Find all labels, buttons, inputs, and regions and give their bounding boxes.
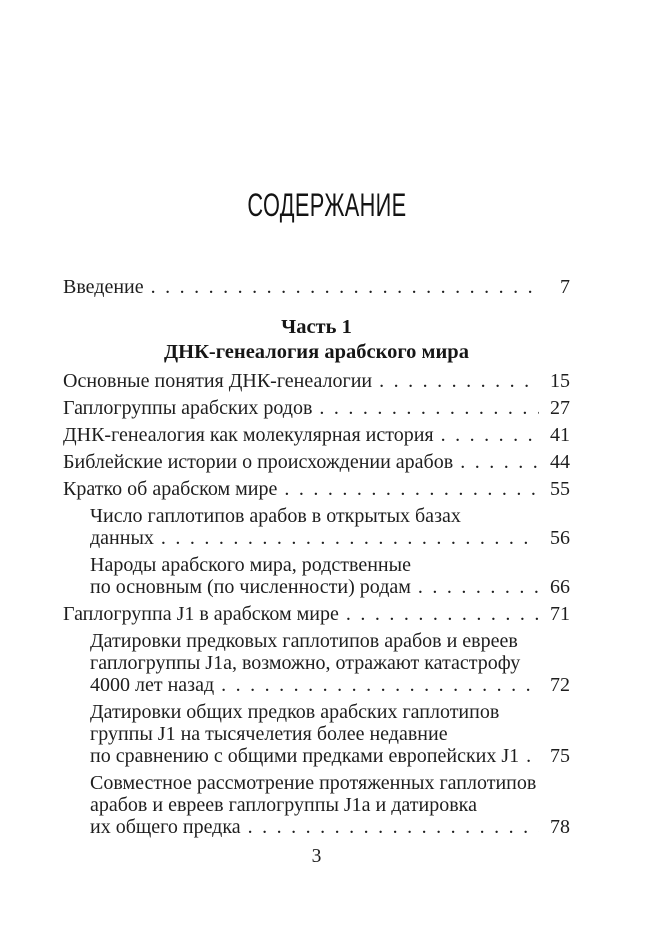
entry-text-line: группы J1 на тысячелетия более недавние: [90, 723, 448, 745]
entry-text-line: гаплогруппы J1a, возможно, отражают катастрофу: [90, 652, 521, 674]
toc-entry: [63, 478, 570, 500]
dot-leader: [284, 478, 539, 500]
entry-page-number: 55: [550, 478, 570, 500]
toc-entry: [63, 603, 570, 625]
entry-label: Библейские истории о происхождении арабов: [63, 451, 454, 473]
dot-leader: [460, 451, 539, 473]
entry-page-number: 7: [560, 276, 570, 298]
page-number: 3: [311, 846, 322, 867]
part-subheading: ДНК-генеалогия арабского мира: [164, 341, 469, 363]
toc-entry: [63, 451, 570, 473]
entry-last-line: [63, 370, 570, 392]
dot-leader: [319, 397, 539, 419]
toc-entries: [63, 370, 570, 838]
entry-last-line: [63, 478, 570, 500]
entry-page-number: 75: [550, 745, 570, 767]
entry-label: по сравнению с общими предками европейских J1: [90, 745, 520, 767]
entry-page-number: 71: [550, 603, 570, 625]
dot-leader: [418, 576, 539, 598]
entry-last-line: [63, 451, 570, 473]
entry-last-line: [90, 527, 570, 549]
entry-label: Введение: [63, 276, 144, 298]
dot-leader: [151, 276, 539, 298]
dot-leader: [248, 816, 539, 838]
entry-text-line: арабов и евреев гаплогруппы J1a и датировка: [90, 794, 477, 816]
toc-entry: [63, 505, 570, 549]
entry-page-number: 78: [550, 816, 570, 838]
dot-leader: [161, 527, 539, 549]
entry-label: ДНК-генеалогия как молекулярная история: [63, 424, 434, 446]
toc-entry: [63, 701, 570, 767]
entry-page-number: 72: [550, 674, 570, 696]
entry-label: Основные понятия ДНК-генеалогии: [63, 370, 373, 392]
entry-text-line: Число гаплотипов арабов в открытых базах: [90, 505, 461, 527]
entry-last-line: [90, 576, 570, 598]
toc-entry: [63, 630, 570, 696]
entry-label: Кратко об арабском мире: [63, 478, 278, 500]
table-of-contents: [63, 276, 570, 838]
entry-label: их общего предка: [90, 816, 241, 838]
entry-last-line: [90, 745, 570, 767]
dot-leader: [221, 674, 539, 696]
entry-last-line: [63, 603, 570, 625]
entry-text-line: Датировки общих предков арабских гаплотипов: [90, 701, 500, 723]
entry-last-line: [63, 397, 570, 419]
toc-entry: [63, 397, 570, 419]
toc-entry: [63, 370, 570, 392]
entry-page-number: 41: [550, 424, 570, 446]
toc-entry: [63, 554, 570, 598]
entry-label: Гаплогруппы арабских родов: [63, 397, 313, 419]
part-heading: Часть 1: [281, 316, 352, 338]
dot-leader: [346, 603, 539, 625]
entry-last-line: [90, 816, 570, 838]
entry-page-number: 44: [550, 451, 570, 473]
entry-label: 4000 лет назад: [90, 674, 215, 696]
entry-page-number: 66: [550, 576, 570, 598]
dot-leader: [526, 745, 539, 767]
toc-entry-introduction: [63, 276, 570, 298]
dot-leader: [441, 424, 539, 446]
page-title: СОДЕРЖАНИЕ: [246, 187, 407, 223]
entry-text-line: Совместное рассмотрение протяженных гаплотипов: [90, 772, 537, 794]
entry-last-line: [90, 674, 570, 696]
entry-page-number: 27: [550, 397, 570, 419]
entry-page-number: 56: [550, 527, 570, 549]
toc-entry: [63, 772, 570, 838]
entry-text-line: Народы арабского мира, родственные: [90, 554, 411, 576]
entry-label: по основным (по численности) родам: [90, 576, 411, 598]
entry-text-line: Датировки предковых гаплотипов арабов и евреев: [90, 630, 518, 652]
entry-label: Гаплогруппа J1 в арабском мире: [63, 603, 339, 625]
entry-label: данных: [90, 527, 154, 549]
toc-entry: [63, 424, 570, 446]
entry-page-number: 15: [550, 370, 570, 392]
entry-last-line: [63, 424, 570, 446]
page-title-wrap: [0, 186, 653, 224]
dot-leader: [379, 370, 539, 392]
